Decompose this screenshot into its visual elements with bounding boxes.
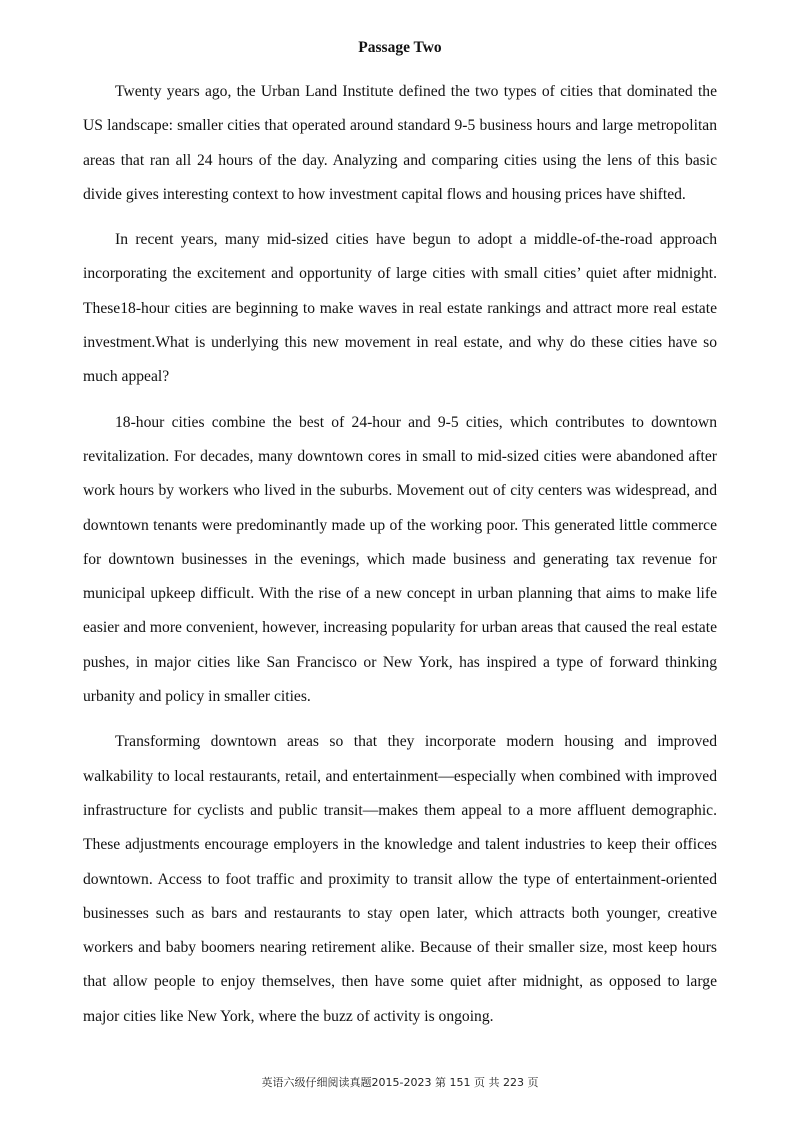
passage-title: Passage Two (358, 39, 442, 56)
passage-body (83, 75, 717, 1045)
paragraph-1: Twenty years ago, the Urban Land Institute defined the two types of cities that dominated the US landscape: smaller cities that operated around standard 9-5 business hours and large metropolitan areas that ran all 24 hours of the day. Analyzing and comparing cities using the lens of this basic divide gives interesting context to how investment capital flows and housing prices have shifted. (83, 83, 717, 203)
page-footer: 英语六级仔细阅读真题2015-2023 第 151 页 共 223 页 (261, 1076, 539, 1089)
paragraph-2: In recent years, many mid-sized cities have begun to adopt a middle-of-the-road approach incorporating the excitement and opportunity of large cities with small cities’ quiet after midnight. These18-hour cities are beginning to make waves in real estate rankings and attract more real estate investment.What is underlying this new movement in real estate, and why do these cities have so much appeal? (83, 231, 717, 386)
paragraph-3: 18-hour cities combine the best of 24-hour and 9-5 cities, which contributes to downtown revitalization. For decades, many downtown cores in small to mid-sized cities were abandoned after work hours by workers who lived in the suburbs. Movement out of city centers was widespread, and downtown tenants were predominantly made up of the working poor. This generated little commerce for downtown businesses in the evenings, which made business and generating tax revenue for municipal upkeep difficult. With the rise of a new concept in urban planning that aims to make life easier and more convenient, however, increasing popularity for urban areas that caused the real estate pushes, in major cities like San Francisco or New York, has inspired a type of forward thinking urbanity and policy in smaller cities. (83, 413, 717, 706)
paragraph-4: Transforming downtown areas so that they incorporate modern housing and improved walkability to local restaurants, retail, and entertainment—especially when combined with improved infrastructure for cyclists and public transit—makes them appeal to a more affluent demographic. These adjustments encourage employers in the knowledge and talent industries to keep their offices downtown. Access to foot traffic and proximity to transit allow the type of entertainment-oriented businesses such as bars and restaurants to stay open later, which attracts both younger, creative workers and baby boomers nearing retirement alike. Because of their smaller size, most keep hours that allow people to enjoy themselves, then have some quiet after midnight, as opposed to large major cities like New York, where the buzz of activity is ongoing. (83, 733, 717, 1025)
